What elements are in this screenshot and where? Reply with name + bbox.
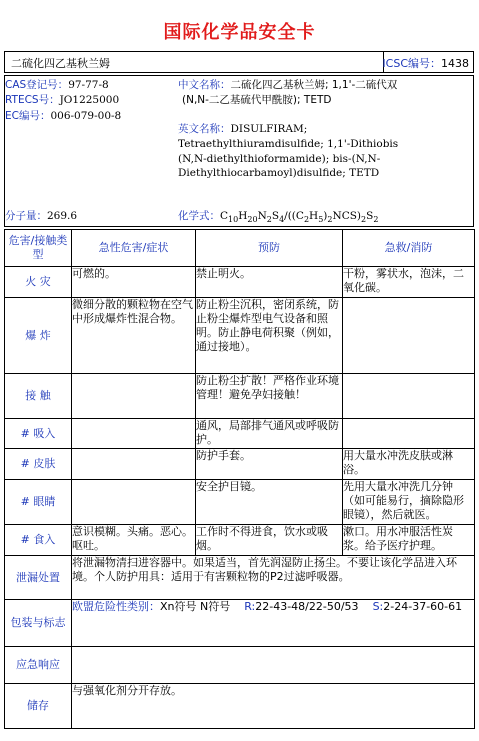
cn-label: 中文名称： (178, 79, 231, 91)
acute-cell: 微细分散的颗粒物在空气中形成爆炸性混合物。 (72, 298, 196, 374)
header-acute: 急性危害/症状 (72, 230, 196, 267)
acute-cell (72, 449, 196, 480)
prevention-cell: 防止粉尘扩散！严格作业环境管理！避免孕妇接触！ (196, 374, 343, 419)
pack-r: 22-43-48/22-50/53 (255, 600, 359, 613)
en-name-line2: Tetraethylthiuramdisulfide; 1,1'-Dithiobis (178, 138, 399, 150)
icsc-number (382, 55, 469, 71)
icsc-label: ICSC编号： (382, 57, 441, 70)
table-row (5, 449, 475, 480)
prevention-cell: 禁止明火。 (196, 267, 343, 298)
aid-cell (343, 298, 475, 374)
prevention-cell: 安全护目镜。 (196, 480, 343, 525)
table-row (5, 480, 475, 525)
acute-cell: 意识模糊。头痛。恶心。呕吐。 (72, 525, 196, 556)
table-row (5, 267, 475, 298)
formula-label: 化学式： (178, 210, 220, 222)
header-hazard-type: 危害/接触类型 (5, 230, 72, 267)
en-name-line3: (N,N-diethylthioformamide); bis-(N,N- (178, 153, 381, 165)
package-label: 包装与标志 (5, 600, 72, 647)
emergency-row (5, 647, 475, 684)
table-row (5, 298, 475, 374)
rtecs-label: RTECS号： (5, 94, 60, 106)
ec-line (5, 109, 121, 123)
icsc-value: 1438 (441, 57, 469, 70)
en-name-line1 (178, 122, 307, 136)
en-label: 英文名称： (178, 123, 231, 135)
en-name-line4: Diethylthiocarbamoyl)disulfide; TETD (178, 167, 380, 179)
spill-text: 将泄漏物清扫进容器中。如果适当，首先润湿防止扬尘。不要让该化学品进入环境。个人防护用具：适用于有害颗粒物的P2过滤呼吸器。 (72, 556, 475, 600)
hazard-table (4, 229, 475, 729)
en-value-1: DISULFIRAM; (230, 123, 308, 135)
aid-cell: 用大量水冲洗皮肤或淋浴。 (343, 449, 475, 480)
rtecs-value: JO1225000 (59, 94, 120, 106)
rtecs-line (5, 93, 119, 107)
pack-symbols: Xn符号 N符号 (160, 600, 231, 613)
formula-line (178, 209, 378, 227)
header-prevention: 预防 (196, 230, 343, 267)
row-label: # 食入 (5, 525, 72, 556)
mw-value: 269.6 (47, 210, 78, 222)
spill-label: 泄漏处置 (5, 556, 72, 600)
pack-s-label: S: (372, 600, 384, 613)
cas-label: CAS登记号： (5, 79, 69, 91)
pack-prefix: 欧盟危险性类别： (72, 600, 160, 613)
aid-cell (343, 419, 475, 449)
row-label: 爆 炸 (5, 298, 72, 374)
cn-value-1: 二硫化四乙基秋兰姆; 1,1'-二硫代双 (230, 79, 398, 91)
row-label: # 皮肤 (5, 449, 72, 480)
identification-section (4, 75, 474, 227)
cas-line (5, 78, 109, 92)
table-row (5, 525, 475, 556)
row-label: # 眼睛 (5, 480, 72, 525)
acute-cell (72, 480, 196, 525)
cn-name-line1 (178, 78, 397, 92)
storage-label: 储存 (5, 684, 72, 729)
mw-line (5, 209, 77, 223)
prevention-cell: 防护手套。 (196, 449, 343, 480)
ec-label: EC编号： (5, 110, 51, 122)
spill-row (5, 556, 475, 600)
aid-cell: 漱口。用水冲服活性炭浆。给予医疗护理。 (343, 525, 475, 556)
cas-value: 97-77-8 (68, 79, 109, 91)
emergency-label: 应急响应 (5, 647, 72, 684)
row-label: 接 触 (5, 374, 72, 419)
acute-cell: 可燃的。 (72, 267, 196, 298)
header-first-aid: 急救/消防 (343, 230, 475, 267)
package-row (5, 600, 475, 647)
storage-text: 与强氧化剂分开存放。 (72, 684, 475, 729)
cn-name-line2: (N,N-二乙基硫代甲酰胺); TETD (182, 94, 332, 106)
formula-value: $C_{10}H_{20}N_2S_4/((C_2H_5)_2NCS)_2S_2$ (220, 210, 379, 225)
table-header-row (5, 230, 475, 267)
row-label: 火 灾 (5, 267, 72, 298)
table-row (5, 374, 475, 419)
emergency-text (72, 647, 475, 684)
mw-label: 分子量： (5, 210, 47, 222)
table-row (5, 419, 475, 449)
name-bar (4, 51, 474, 73)
pack-s: 2-24-37-60-61 (383, 600, 463, 613)
aid-cell: 干粉，雾状水，泡沫，二氧化碳。 (343, 267, 475, 298)
chemical-name: 二硫化四乙基秋兰姆 (11, 57, 110, 70)
acute-cell (72, 374, 196, 419)
prevention-cell: 通风，局部排气通风或呼吸防护。 (196, 419, 343, 449)
package-text (72, 600, 475, 647)
card-title: 国际化学品安全卡 (163, 22, 316, 43)
prevention-cell: 防止粉尘沉积，密闭系统，防止粉尘爆炸型电气设备和照明。防止静电荷积聚（例如，通过接地）。 (196, 298, 343, 374)
aid-cell (343, 374, 475, 419)
prevention-cell: 工作时不得进食，饮水或吸烟。 (196, 525, 343, 556)
storage-row (5, 684, 475, 729)
pack-r-label: R: (244, 600, 256, 613)
acute-cell (72, 419, 196, 449)
row-label: # 吸入 (5, 419, 72, 449)
aid-cell: 先用大量水冲洗几分钟（如可能易行，摘除隐形眼镜），然后就医。 (343, 480, 475, 525)
ec-value: 006-079-00-8 (50, 110, 122, 122)
